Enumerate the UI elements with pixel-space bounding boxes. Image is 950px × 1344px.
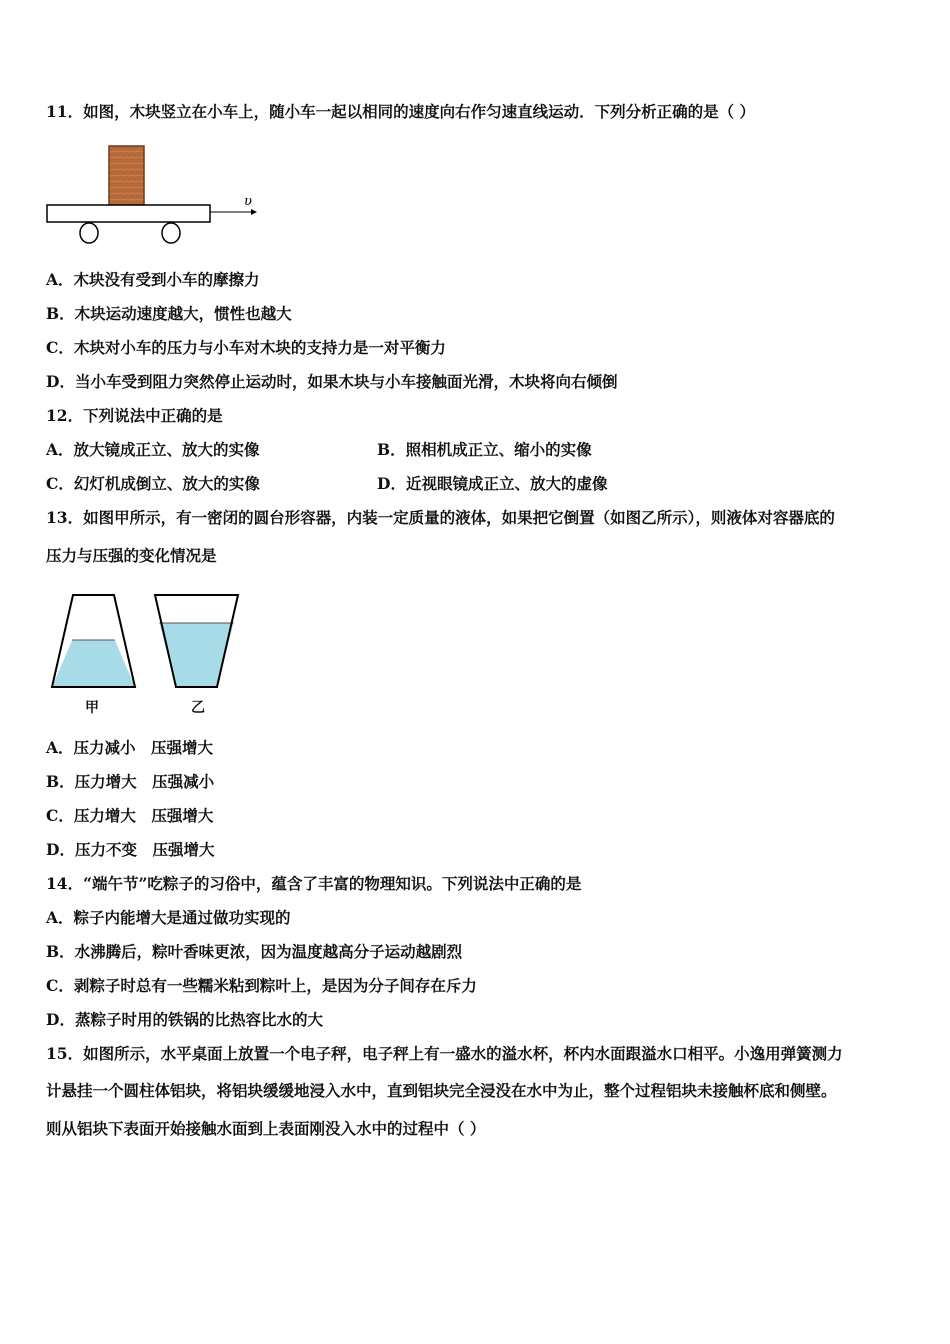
q11-option-c: C．木块对小车的压力与小车对木块的支持力是一对平衡力 bbox=[46, 338, 446, 357]
q13-option-b: B．压力增大 压强减小 bbox=[46, 772, 215, 791]
q12-option-b: B．照相机成正立、缩小的实像 bbox=[377, 440, 592, 459]
q13-stem-line1: 13．如图甲所示，有一密闭的圆台形容器，内装一定质量的液体，如果把它倒置（如图乙所示），则液体对容器底的 bbox=[46, 508, 835, 527]
q12-option-c: C．幻灯机成倒立、放大的实像 bbox=[46, 474, 260, 493]
q14-stem: 14．“端午节”吃粽子的习俗中，蕴含了丰富的物理知识。下列说法中正确的是 bbox=[46, 874, 582, 893]
cart-wheel-right bbox=[162, 223, 180, 243]
figure-label-jia: 甲 bbox=[85, 700, 99, 716]
q11-stem: 11．如图，木块竖立在小车上，随小车一起以相同的速度向右作匀速直线运动．下列分析正确的是（ ） bbox=[46, 102, 755, 121]
q13-option-a: A．压力减小 压强增大 bbox=[46, 738, 214, 757]
container-jia bbox=[52, 595, 135, 687]
q14-option-b: B．水沸腾后，粽叶香味更浓，因为温度越高分子运动越剧烈 bbox=[46, 942, 463, 961]
container-yi bbox=[155, 595, 238, 687]
liquid-jia bbox=[52, 640, 135, 687]
velocity-arrowhead bbox=[251, 209, 257, 215]
q13-option-d: D．压力不变 压强增大 bbox=[46, 840, 215, 859]
q13-option-c: C．压力增大 压强增大 bbox=[46, 806, 214, 825]
q15-stem-line2: 计悬挂一个圆柱体铝块，将铝块缓缓地浸入水中，直到铝块完全浸没在水中为止，整个过程铝块未接触杯底和侧壁。 bbox=[46, 1081, 837, 1100]
cart-block-figure bbox=[44, 143, 264, 248]
q12-option-d: D．近视眼镜成正立、放大的虚像 bbox=[377, 474, 608, 493]
liquid-yi bbox=[159, 623, 233, 687]
q13-stem-line2: 压力与压强的变化情况是 bbox=[46, 546, 217, 565]
cart-wheel-left bbox=[80, 223, 98, 243]
wooden-block bbox=[109, 146, 144, 205]
q14-option-d: D．蒸粽子时用的铁锅的比热容比水的大 bbox=[46, 1010, 323, 1029]
q14-option-c: C．剥粽子时总有一些糯米粘到粽叶上，是因为分子间存在斥力 bbox=[46, 976, 477, 995]
q12-option-a: A．放大镜成正立、放大的实像 bbox=[46, 440, 260, 459]
velocity-label: υ bbox=[244, 194, 252, 209]
q15-stem-line3: 则从铝块下表面开始接触水面到上表面刚没入水中的过程中（ ） bbox=[46, 1119, 486, 1138]
q12-stem: 12．下列说法中正确的是 bbox=[46, 406, 223, 425]
figure-label-yi: 乙 bbox=[191, 700, 205, 716]
cart-body bbox=[47, 205, 210, 222]
containers-figure bbox=[50, 592, 245, 692]
q15-stem-line1: 15．如图所示，水平桌面上放置一个电子秤，电子秤上有一盛水的溢水杯，杯内水面跟溢水口相平。小逸用弹簧测力 bbox=[46, 1044, 843, 1063]
q11-option-d: D．当小车受到阻力突然停止运动时，如果木块与小车接触面光滑，木块将向右倾倒 bbox=[46, 372, 618, 391]
q11-option-b: B．木块运动速度越大，惯性也越大 bbox=[46, 304, 292, 323]
q11-option-a: A．木块没有受到小车的摩擦力 bbox=[46, 270, 260, 289]
q14-option-a: A．粽子内能增大是通过做功实现的 bbox=[46, 908, 291, 927]
